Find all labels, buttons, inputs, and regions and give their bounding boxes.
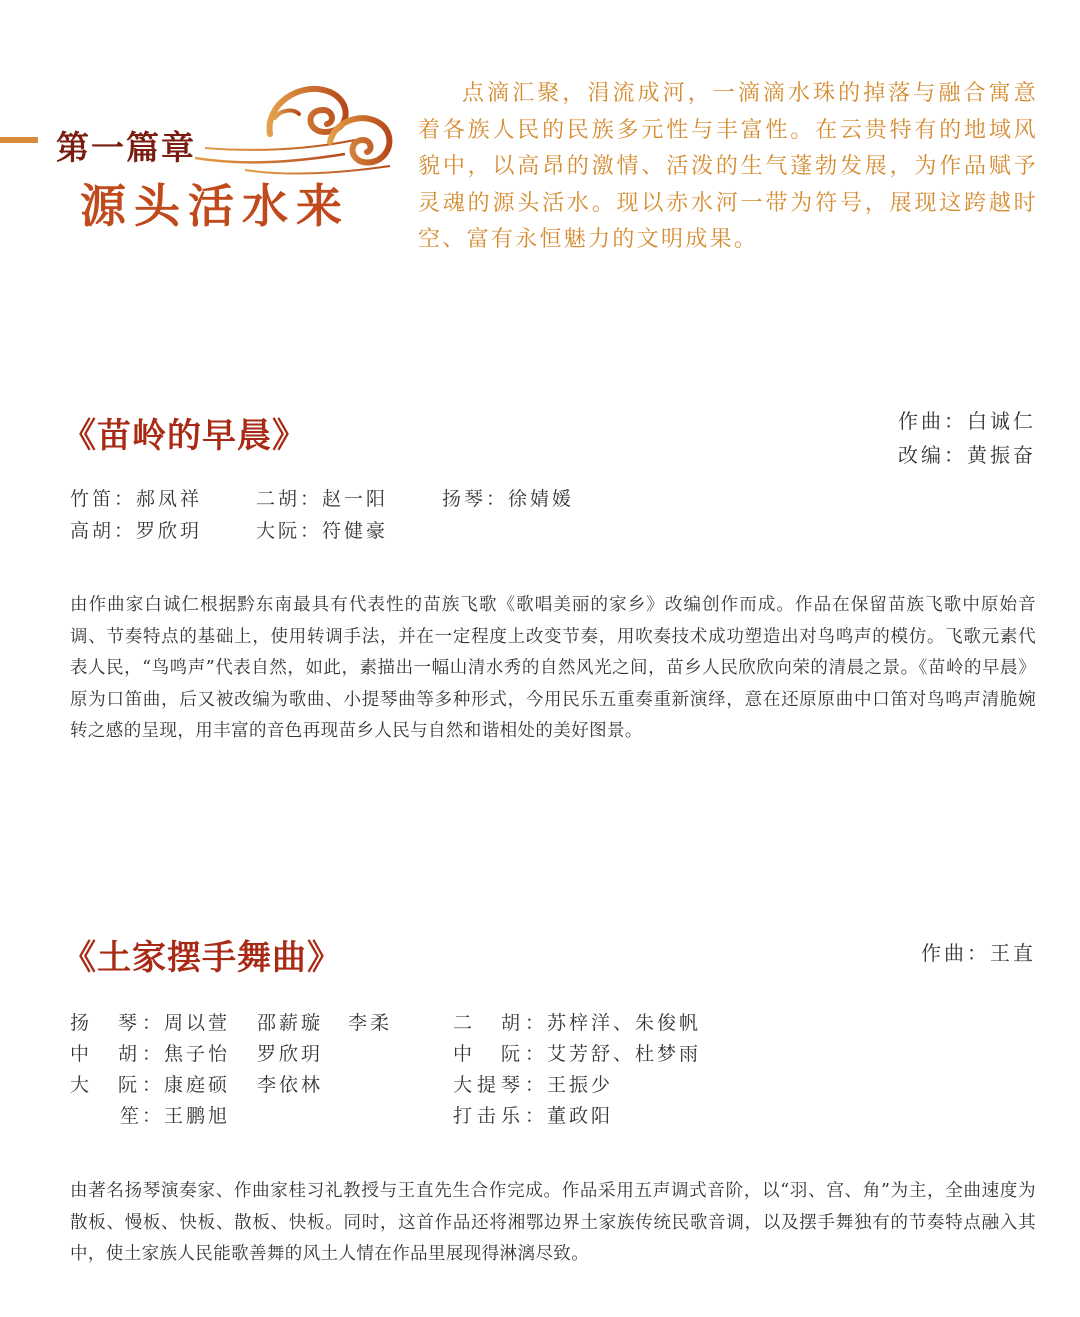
auspicious-cloud-icon xyxy=(185,70,400,185)
credits xyxy=(921,936,1036,970)
performer-name: 焦子怡 xyxy=(164,1043,231,1065)
performer: 大阮：符健豪 xyxy=(256,520,389,542)
chapter-intro: 点滴汇聚，涓流成河，一滴滴水珠的掉落与融合寓意着各族人民的民族多元性与丰富性。在云贵特有的地域风貌中，以高昂的激情、活泼的生气蓬勃发展，为作品赋予灵魂的源头活水。现以赤水河一带为符号，展现这跨越时空、富有永恒魅力的文明成果。 xyxy=(418,81,1038,252)
performer: 扬琴：徐婧媛 xyxy=(442,488,575,510)
performer-name: 李柔 xyxy=(348,1012,393,1034)
decorative-bar xyxy=(0,137,38,143)
chapter-label: 第一篇章 xyxy=(56,128,196,167)
performer-role: 笙： xyxy=(119,1105,164,1127)
performer-name: 李依林 xyxy=(257,1074,324,1096)
piece-title: 《苗岭的早晨》 xyxy=(62,416,307,456)
piece-description: 由作曲家白诚仁根据黔东南最具有代表性的苗族飞歌《歌唱美丽的家乡》改编创作而成。作品在保留苗族飞歌中原始音调、节奏特点的基础上，使用转调手法，并在一定程度上改变节奏，用吹奏技术成功塑造出对鸟鸣声的模仿。飞歌元素代表人民，“鸟鸣声”代表自然，如此，素描出一幅山清水秀的自然风光之间，苗乡人民欣欣向荣的清晨之景。《苗岭的早晨》原为口笛曲，后又被改编为歌曲、小提琴曲等多种形式，今用民乐五重奏重新演绎，意在还原原曲中口笛对鸟鸣声清脆婉转之感的呈现，用丰富的音色再现苗乡人民与自然和谐相处的美好图景。 xyxy=(70,595,1036,741)
performer-role: 扬 琴： xyxy=(70,1012,164,1034)
performer-role: 中 阮： xyxy=(453,1043,547,1065)
performer-name: 艾芳舒、杜梦雨 xyxy=(547,1043,702,1065)
arranger-credit: 改编：黄振奋 xyxy=(898,443,1036,467)
performer-name: 罗欣玥 xyxy=(257,1043,324,1065)
credits xyxy=(898,404,1036,472)
performer-role: 大提琴： xyxy=(453,1074,547,1096)
chapter-title: 源头活水来 xyxy=(80,179,350,233)
performer-name: 王振少 xyxy=(547,1074,614,1096)
performer-name: 董政阳 xyxy=(547,1105,614,1127)
performer: 竹笛：郝凤祥 xyxy=(70,488,203,510)
performer-role: 打击乐： xyxy=(453,1105,547,1127)
performer-name: 苏梓洋、朱俊帆 xyxy=(547,1012,702,1034)
performer-role: 二 胡： xyxy=(453,1012,547,1034)
piece-description: 由著名扬琴演奏家、作曲家桂习礼教授与王直先生合作完成。作品采用五声调式音阶，以“羽、宫、角”为主，全曲速度为散板、慢板、快板、散板、快板。同时，这首作品还将湘鄂边界土家族传统民歌音调，以及摆手舞独有的节奏特点融入其中，使土家族人民能歌善舞的风土人情在作品里展现得淋漓尽致。 xyxy=(70,1181,1036,1264)
piece-title: 《土家摆手舞曲》 xyxy=(62,938,342,978)
performer-name: 邵薪璇 xyxy=(257,1012,324,1034)
composer-credit: 作曲：王直 xyxy=(921,941,1036,965)
performer-name: 康庭硕 xyxy=(164,1074,231,1096)
performer-name: 周以萱 xyxy=(164,1012,231,1034)
performer-name: 王鹏旭 xyxy=(164,1105,231,1127)
performer: 二胡：赵一阳 xyxy=(256,488,389,510)
performer-role: 中 胡： xyxy=(70,1043,164,1065)
performer: 高胡：罗欣玥 xyxy=(70,520,203,542)
composer-credit: 作曲：白诚仁 xyxy=(898,409,1036,433)
performer-role: 大 阮： xyxy=(70,1074,164,1096)
